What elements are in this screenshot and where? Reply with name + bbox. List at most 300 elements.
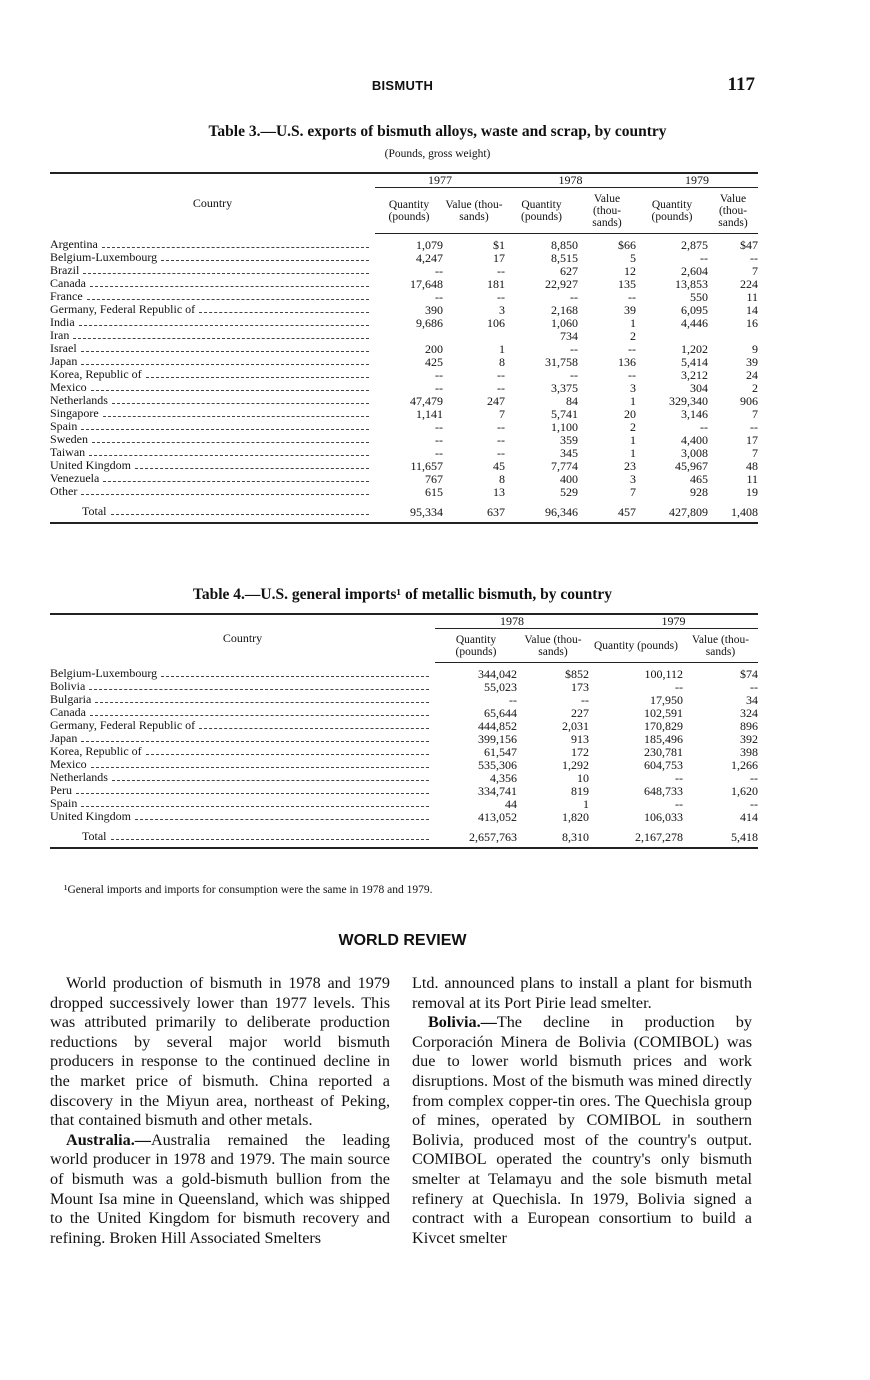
dot-leader bbox=[103, 481, 369, 482]
table-row bbox=[50, 342, 758, 355]
value-column-header: Value (thou- sands) bbox=[683, 631, 758, 663]
table4-title: Table 4.—U.S. general imports¹ of metallic bismuth, by country bbox=[192, 586, 613, 603]
country-label-leader bbox=[50, 290, 375, 303]
country-label-leader bbox=[50, 797, 435, 810]
country-name: Venezuela bbox=[50, 472, 100, 485]
section-heading: WORLD REVIEW bbox=[338, 932, 467, 949]
country-label-leader bbox=[50, 355, 375, 368]
value-cell: -- bbox=[497, 289, 505, 304]
paragraph-australia bbox=[50, 1131, 390, 1249]
table-row bbox=[50, 355, 758, 368]
table4-country-header: Country bbox=[50, 614, 435, 662]
dot-leader bbox=[161, 676, 429, 677]
value-cell: 2 bbox=[630, 419, 636, 434]
country-cell bbox=[50, 485, 375, 498]
table-row bbox=[50, 771, 758, 784]
quantity-cell: 6,095 bbox=[681, 302, 708, 317]
dot-leader bbox=[76, 793, 429, 794]
country-label-leader bbox=[50, 420, 375, 433]
total-row bbox=[50, 498, 758, 523]
table-row bbox=[50, 446, 758, 459]
value-cell: -- bbox=[581, 692, 589, 707]
quantity-cell: -- bbox=[435, 289, 443, 304]
total-quantity-cell: 427,809 bbox=[636, 498, 708, 523]
value-cell: $852 bbox=[565, 666, 589, 681]
dot-leader bbox=[111, 514, 370, 515]
country-label-leader bbox=[50, 394, 375, 407]
table3-title: Table 3.—U.S. exports of bismuth alloys, waste and scrap, by country bbox=[208, 123, 667, 140]
value-cell: 8 bbox=[499, 471, 505, 486]
quantity-cell: 535,306 bbox=[478, 757, 517, 772]
value-cell: 39 bbox=[624, 302, 636, 317]
country-label-leader bbox=[50, 667, 435, 680]
total-value-cell: 637 bbox=[443, 498, 505, 523]
country-label-leader bbox=[50, 719, 435, 732]
country-name: Korea, Republic of bbox=[50, 368, 142, 381]
table3-year-1978: 1978 bbox=[505, 174, 636, 188]
quantity-cell: 5,414 bbox=[681, 354, 708, 369]
value-cell: 14 bbox=[746, 302, 758, 317]
value-cell: 1,266 bbox=[731, 757, 758, 772]
table4-footnote: ¹General imports and imports for consumption were the same in 1978 and 1979. bbox=[64, 884, 433, 896]
value-cell: -- bbox=[497, 380, 505, 395]
value-cell: -- bbox=[628, 289, 636, 304]
country-name: Other bbox=[50, 485, 78, 498]
value-cell: 3 bbox=[499, 302, 505, 317]
quantity-cell: -- bbox=[435, 380, 443, 395]
dot-leader bbox=[135, 819, 429, 820]
value-cell: 1,292 bbox=[562, 757, 589, 772]
value-cell: 324 bbox=[740, 705, 758, 720]
value-cell: 7 bbox=[752, 445, 758, 460]
total-value-cell: 5,418 bbox=[683, 823, 758, 848]
quantity-cell: 615 bbox=[425, 484, 443, 499]
country-name: Canada bbox=[50, 277, 86, 290]
value-cell: 227 bbox=[571, 705, 589, 720]
table-row bbox=[50, 732, 758, 745]
quantity-cell: -- bbox=[675, 796, 683, 811]
dot-leader bbox=[95, 702, 429, 703]
country-cell bbox=[50, 662, 435, 680]
table-row bbox=[50, 758, 758, 771]
quantity-cell: 4,356 bbox=[490, 770, 517, 785]
run-in-head-bolivia: Bolivia.— bbox=[428, 1013, 497, 1032]
value-cell: 398 bbox=[740, 744, 758, 759]
quantity-cell: -- bbox=[675, 679, 683, 694]
value-cell: 24 bbox=[746, 367, 758, 382]
quantity-cell: 344,042 bbox=[478, 666, 517, 681]
quantity-cell: 400 bbox=[560, 471, 578, 486]
value-cell: 896 bbox=[740, 718, 758, 733]
quantity-cell: 200 bbox=[425, 341, 443, 356]
quantity-cell: -- bbox=[509, 692, 517, 707]
quantity-cell: 2,875 bbox=[681, 237, 708, 252]
country-name: Israel bbox=[50, 342, 77, 355]
quantity-cell: 4,247 bbox=[416, 250, 443, 265]
table4-year-1978: 1978 bbox=[435, 615, 589, 629]
value-cell: 224 bbox=[740, 276, 758, 291]
country-cell bbox=[50, 329, 375, 342]
table-row bbox=[50, 719, 758, 732]
table-row bbox=[50, 394, 758, 407]
dot-leader bbox=[102, 247, 369, 248]
dot-leader bbox=[112, 780, 429, 781]
value-cell: 10 bbox=[577, 770, 589, 785]
value-cell: 7 bbox=[752, 263, 758, 278]
table-row bbox=[50, 290, 758, 303]
country-label-leader bbox=[50, 342, 375, 355]
quantity-cell: 413,052 bbox=[478, 809, 517, 824]
dot-leader bbox=[89, 455, 369, 456]
dot-leader bbox=[92, 442, 369, 443]
country-cell bbox=[50, 745, 435, 758]
quantity-column-header: Quantity (pounds) bbox=[589, 631, 683, 663]
table-row bbox=[50, 662, 758, 680]
dot-leader bbox=[81, 806, 429, 807]
country-cell bbox=[50, 784, 435, 797]
country-name: Bolivia bbox=[50, 680, 86, 693]
country-label-leader bbox=[50, 303, 375, 316]
table4 bbox=[50, 613, 758, 849]
value-cell: 3 bbox=[630, 380, 636, 395]
value-cell: 136 bbox=[618, 354, 636, 369]
value-cell: -- bbox=[497, 419, 505, 434]
value-cell: 172 bbox=[571, 744, 589, 759]
quantity-cell: 465 bbox=[690, 471, 708, 486]
dot-leader bbox=[81, 429, 369, 430]
country-label-leader bbox=[50, 277, 375, 290]
total-value-cell: 1,408 bbox=[708, 498, 758, 523]
paragraph-bolivia bbox=[412, 1013, 752, 1248]
quantity-cell: 767 bbox=[425, 471, 443, 486]
quantity-column-header: Quantity (pounds) bbox=[505, 190, 578, 234]
total-quantity-cell: 2,167,278 bbox=[589, 823, 683, 848]
table-row bbox=[50, 316, 758, 329]
value-cell: 3 bbox=[630, 471, 636, 486]
country-cell bbox=[50, 732, 435, 745]
value-cell: -- bbox=[750, 250, 758, 265]
country-name: Peru bbox=[50, 784, 72, 797]
quantity-cell: -- bbox=[570, 289, 578, 304]
value-cell: 48 bbox=[746, 458, 758, 473]
value-cell: 1 bbox=[630, 393, 636, 408]
page-number: 117 bbox=[727, 74, 755, 95]
country-label-leader bbox=[50, 316, 375, 329]
table-row bbox=[50, 784, 758, 797]
value-cell: 39 bbox=[746, 354, 758, 369]
quantity-cell: 22,927 bbox=[545, 276, 578, 291]
total-label-cell bbox=[50, 498, 375, 523]
value-cell: 906 bbox=[740, 393, 758, 408]
country-name: United Kingdom bbox=[50, 810, 131, 823]
quantity-cell: 3,375 bbox=[551, 380, 578, 395]
value-cell: 173 bbox=[571, 679, 589, 694]
table-row bbox=[50, 381, 758, 394]
country-cell bbox=[50, 810, 435, 823]
table-row bbox=[50, 693, 758, 706]
table4-year-1979: 1979 bbox=[589, 615, 758, 629]
total-quantity-cell: 96,346 bbox=[505, 498, 578, 523]
quantity-column-header: Quantity (pounds) bbox=[375, 190, 443, 234]
country-cell bbox=[50, 433, 375, 446]
value-cell: 5 bbox=[630, 250, 636, 265]
value-column-header: Value (thou- sands) bbox=[443, 190, 505, 234]
quantity-cell: 648,733 bbox=[644, 783, 683, 798]
quantity-cell: 102,591 bbox=[644, 705, 683, 720]
quantity-cell: -- bbox=[435, 367, 443, 382]
paragraph-continued: Ltd. announced plans to install a plant for bismuth removal at its Port Pirie lead smelter. bbox=[412, 974, 752, 1012]
value-cell: 414 bbox=[740, 809, 758, 824]
table-row bbox=[50, 433, 758, 446]
quantity-cell: 1,141 bbox=[416, 406, 443, 421]
country-label-leader bbox=[50, 459, 375, 472]
total-label-cell bbox=[50, 823, 435, 848]
dot-leader bbox=[161, 260, 369, 261]
dot-leader bbox=[135, 468, 369, 469]
country-name: Mexico bbox=[50, 381, 87, 394]
quantity-cell: 9,686 bbox=[416, 315, 443, 330]
country-cell bbox=[50, 719, 435, 732]
quantity-cell: 529 bbox=[560, 484, 578, 499]
quantity-cell: -- bbox=[435, 445, 443, 460]
table-row bbox=[50, 797, 758, 810]
country-label-leader bbox=[50, 810, 435, 823]
country-name: Netherlands bbox=[50, 771, 108, 784]
quantity-cell: 4,400 bbox=[681, 432, 708, 447]
quantity-cell: 31,758 bbox=[545, 354, 578, 369]
table-row bbox=[50, 810, 758, 823]
country-cell bbox=[50, 446, 375, 459]
total-label: Total bbox=[82, 830, 107, 843]
text-column-right bbox=[412, 974, 752, 1248]
value-cell: 11 bbox=[746, 471, 758, 486]
quantity-cell: 170,829 bbox=[644, 718, 683, 733]
value-cell bbox=[708, 329, 758, 342]
country-cell bbox=[50, 459, 375, 472]
value-cell: 247 bbox=[487, 393, 505, 408]
quantity-cell: 185,496 bbox=[644, 731, 683, 746]
country-name: Belgium-Luxembourg bbox=[50, 251, 158, 264]
value-cell: 106 bbox=[487, 315, 505, 330]
value-cell: $66 bbox=[618, 237, 636, 252]
table-row bbox=[50, 277, 758, 290]
dot-leader bbox=[199, 312, 369, 313]
country-name: Belgium-Luxembourg bbox=[50, 667, 158, 680]
table-row bbox=[50, 420, 758, 433]
quantity-cell: 1,079 bbox=[416, 237, 443, 252]
country-cell bbox=[50, 277, 375, 290]
quantity-column-header: Quantity (pounds) bbox=[636, 190, 708, 234]
table3-subtitle: (Pounds, gross weight) bbox=[384, 148, 491, 160]
quantity-cell: -- bbox=[435, 419, 443, 434]
value-cell: -- bbox=[750, 796, 758, 811]
country-name: India bbox=[50, 316, 75, 329]
country-label-leader bbox=[50, 446, 375, 459]
table3-year-1977: 1977 bbox=[375, 174, 505, 188]
quantity-cell: 47,479 bbox=[410, 393, 443, 408]
quantity-cell: 334,741 bbox=[478, 783, 517, 798]
table3-country-header: Country bbox=[50, 173, 375, 233]
value-cell: 11 bbox=[746, 289, 758, 304]
quantity-cell: 17,648 bbox=[410, 276, 443, 291]
table-row bbox=[50, 233, 758, 251]
paragraph-australia-text: Australia remained the leading world producer in 1978 and 1979. The main source of bismuth was a gold-bismuth bullion from the Mount Isa mine in Queensland, which was shipped to the United Kingdom for bismuth recovery and refining. Broken Hill Associated Smelters bbox=[50, 1130, 390, 1247]
value-cell: 913 bbox=[571, 731, 589, 746]
quantity-cell: -- bbox=[675, 770, 683, 785]
value-cell: $74 bbox=[740, 666, 758, 681]
dot-leader bbox=[89, 689, 429, 690]
value-cell: 23 bbox=[624, 458, 636, 473]
quantity-cell: 100,112 bbox=[644, 666, 683, 681]
country-name: Argentina bbox=[50, 238, 98, 251]
table-row bbox=[50, 329, 758, 342]
value-cell: 12 bbox=[624, 263, 636, 278]
country-cell bbox=[50, 342, 375, 355]
country-name: Netherlands bbox=[50, 394, 108, 407]
value-cell: 1 bbox=[630, 432, 636, 447]
quantity-cell: -- bbox=[570, 341, 578, 356]
value-cell: 1 bbox=[630, 315, 636, 330]
value-cell: 8 bbox=[499, 354, 505, 369]
table-row bbox=[50, 745, 758, 758]
country-cell bbox=[50, 355, 375, 368]
value-cell: -- bbox=[497, 432, 505, 447]
value-cell: -- bbox=[497, 367, 505, 382]
quantity-cell: 84 bbox=[566, 393, 578, 408]
table3-year-1979: 1979 bbox=[636, 174, 758, 188]
country-cell bbox=[50, 316, 375, 329]
quantity-cell: 1,202 bbox=[681, 341, 708, 356]
table-row bbox=[50, 303, 758, 316]
table-row bbox=[50, 680, 758, 693]
country-label-leader bbox=[50, 381, 375, 394]
dot-leader bbox=[81, 494, 369, 495]
country-name: Bulgaria bbox=[50, 693, 92, 706]
dot-leader bbox=[81, 741, 429, 742]
quantity-cell: 3,212 bbox=[681, 367, 708, 382]
total-label-leader bbox=[50, 830, 435, 843]
country-name: Taiwan bbox=[50, 446, 86, 459]
value-cell: 13 bbox=[493, 484, 505, 499]
quantity-cell: 604,753 bbox=[644, 757, 683, 772]
dot-leader bbox=[81, 351, 369, 352]
value-cell: 1,820 bbox=[562, 809, 589, 824]
value-cell: 1 bbox=[630, 445, 636, 460]
run-in-head-australia: Australia.— bbox=[66, 1130, 151, 1149]
quantity-cell bbox=[636, 329, 708, 342]
country-cell bbox=[50, 381, 375, 394]
quantity-cell: 11,657 bbox=[410, 458, 443, 473]
country-name: Brazil bbox=[50, 264, 80, 277]
country-cell bbox=[50, 264, 375, 277]
total-quantity-cell: 95,334 bbox=[375, 498, 443, 523]
quantity-cell bbox=[375, 329, 443, 342]
quantity-cell: 390 bbox=[425, 302, 443, 317]
dot-leader bbox=[146, 377, 369, 378]
quantity-cell: 65,644 bbox=[484, 705, 517, 720]
dot-leader bbox=[111, 839, 430, 840]
value-cell: 20 bbox=[624, 406, 636, 421]
quantity-cell: 55,023 bbox=[484, 679, 517, 694]
country-cell bbox=[50, 368, 375, 381]
table-row bbox=[50, 251, 758, 264]
country-label-leader bbox=[50, 758, 435, 771]
paragraph-intro: World production of bismuth in 1978 and 1979 dropped successively lower than 1977 levels. This was attributed primarily to deliberate production reductions by several major world bismuth producers in response to the continued decline in the market price of bismuth. China reported a discovery in the Miyun area, northeast of Peking, that contained bismuth and other metals. bbox=[50, 974, 390, 1130]
quantity-cell: 230,781 bbox=[644, 744, 683, 759]
value-cell: 2,031 bbox=[562, 718, 589, 733]
country-label-leader bbox=[50, 745, 435, 758]
country-cell bbox=[50, 407, 375, 420]
value-column-header: Value (thou- sands) bbox=[517, 631, 589, 663]
value-cell: -- bbox=[628, 367, 636, 382]
country-label-leader bbox=[50, 784, 435, 797]
value-cell: -- bbox=[750, 679, 758, 694]
country-name: Sweden bbox=[50, 433, 88, 446]
value-cell: -- bbox=[750, 419, 758, 434]
quantity-cell: 8,850 bbox=[551, 237, 578, 252]
quantity-cell: 329,340 bbox=[669, 393, 708, 408]
value-cell bbox=[443, 329, 505, 342]
quantity-cell: 1,060 bbox=[551, 315, 578, 330]
country-cell bbox=[50, 420, 375, 433]
value-cell: 7 bbox=[630, 484, 636, 499]
value-cell: 16 bbox=[746, 315, 758, 330]
table3 bbox=[50, 172, 758, 524]
total-value-cell: 457 bbox=[578, 498, 636, 523]
value-cell: -- bbox=[497, 263, 505, 278]
country-label-leader bbox=[50, 433, 375, 446]
value-column-header: Value (thou- sands) bbox=[708, 190, 758, 234]
quantity-cell: 106,033 bbox=[644, 809, 683, 824]
quantity-cell: 8,515 bbox=[551, 250, 578, 265]
dot-leader bbox=[103, 416, 369, 417]
country-cell bbox=[50, 758, 435, 771]
country-label-leader bbox=[50, 693, 435, 706]
country-cell bbox=[50, 797, 435, 810]
total-quantity-cell: 2,657,763 bbox=[435, 823, 517, 848]
country-cell bbox=[50, 771, 435, 784]
country-cell bbox=[50, 251, 375, 264]
value-cell: 45 bbox=[493, 458, 505, 473]
dot-leader bbox=[91, 390, 369, 391]
country-label-leader bbox=[50, 485, 375, 498]
country-cell bbox=[50, 693, 435, 706]
value-cell: 34 bbox=[746, 692, 758, 707]
quantity-cell: 444,852 bbox=[478, 718, 517, 733]
table-row bbox=[50, 368, 758, 381]
country-name: Korea, Republic of bbox=[50, 745, 142, 758]
quantity-cell: 2,168 bbox=[551, 302, 578, 317]
value-cell: -- bbox=[497, 445, 505, 460]
quantity-cell: 359 bbox=[560, 432, 578, 447]
value-cell: 7 bbox=[499, 406, 505, 421]
quantity-cell: 550 bbox=[690, 289, 708, 304]
dot-leader bbox=[90, 286, 369, 287]
value-cell: 819 bbox=[571, 783, 589, 798]
dot-leader bbox=[81, 364, 369, 365]
country-name: Canada bbox=[50, 706, 86, 719]
value-cell: 17 bbox=[493, 250, 505, 265]
country-name: Japan bbox=[50, 732, 78, 745]
dot-leader bbox=[91, 767, 429, 768]
table-row bbox=[50, 459, 758, 472]
value-cell: 19 bbox=[746, 484, 758, 499]
country-label-leader bbox=[50, 472, 375, 485]
quantity-cell: 3,146 bbox=[681, 406, 708, 421]
value-cell: -- bbox=[628, 341, 636, 356]
country-label-leader bbox=[50, 706, 435, 719]
quantity-cell: -- bbox=[435, 432, 443, 447]
